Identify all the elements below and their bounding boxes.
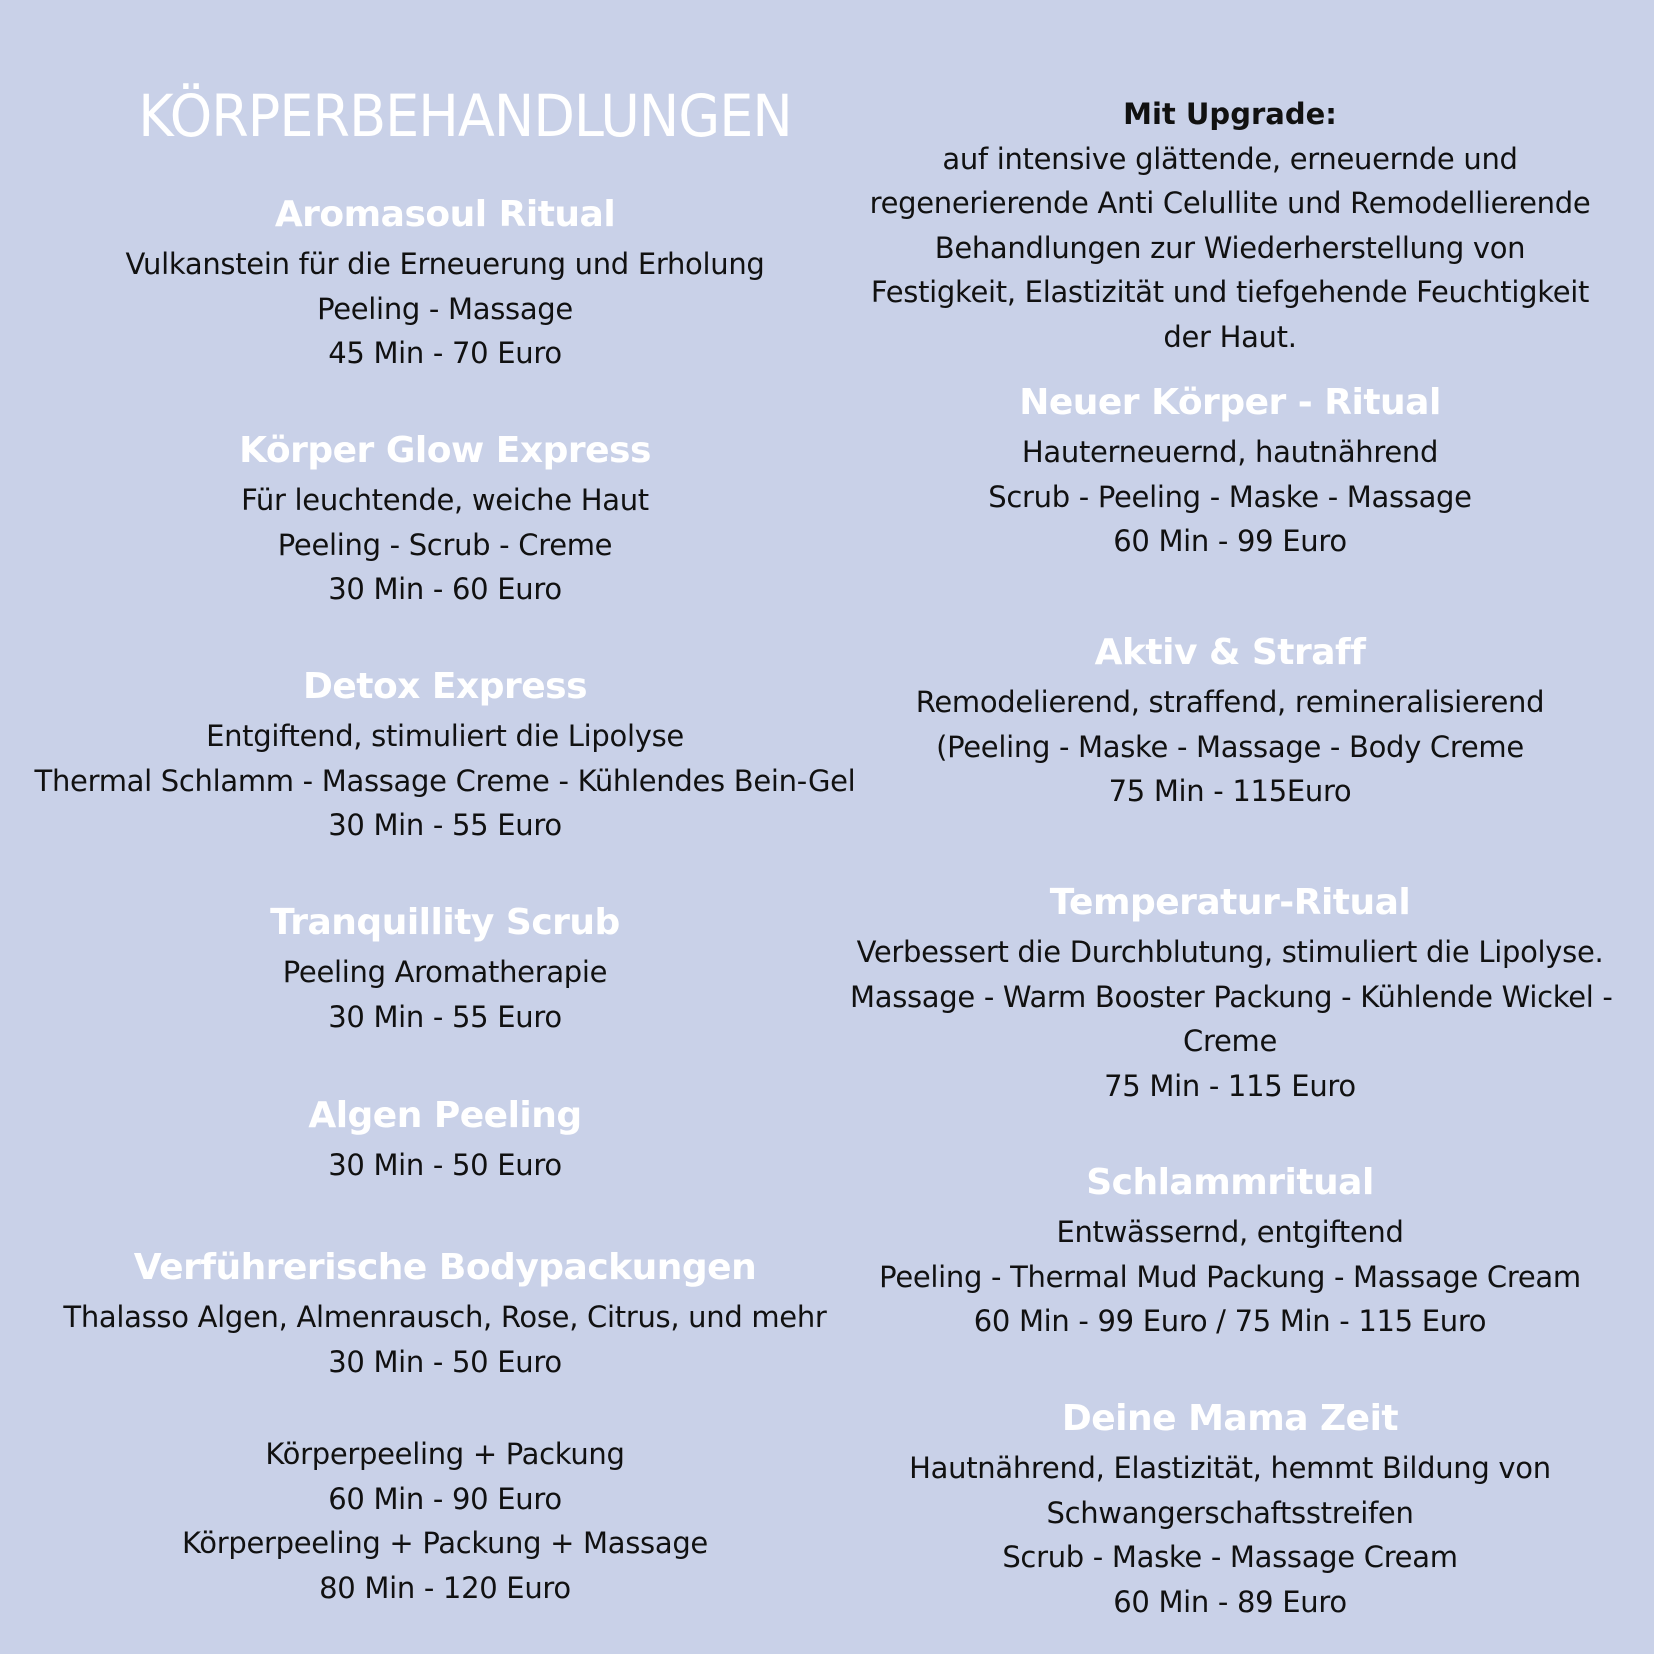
- treatment-schlammritual: [850, 1160, 1610, 1344]
- treatment-price: 45 Min - 70 Euro: [328, 336, 562, 370]
- treatment-price: 30 Min - 55 Euro: [328, 808, 562, 842]
- treatment-title: Verführerische Bodypackungen: [133, 1247, 757, 1288]
- treatment-title: Detox Express: [302, 666, 588, 707]
- treatment-price: 75 Min - 115 Euro: [1104, 1068, 1356, 1103]
- combo-name: Körperpeeling + Packung + Massage: [182, 1526, 708, 1560]
- treatment-title: Aktiv & Straff: [1094, 632, 1366, 673]
- treatment-steps: Peeling - Scrub - Creme: [277, 527, 613, 562]
- treatment-algen-peeling: [30, 1093, 860, 1188]
- treatment-steps: Creme: [1183, 1024, 1277, 1058]
- treatment-description: Vulkanstein für die Erneuerung und Erholung: [125, 247, 765, 281]
- combo-name: Körperpeeling + Packung: [265, 1437, 625, 1471]
- treatment-price: 30 Min - 50 Euro: [328, 1148, 562, 1182]
- treatment-aromasoul: [30, 192, 860, 376]
- treatment-steps: Scrub - Peeling - Maske - Massage: [988, 479, 1472, 514]
- combo-price: 80 Min - 120 Euro: [319, 1570, 571, 1605]
- treatment-title: Aromasoul Ritual: [274, 194, 616, 235]
- treatment-price: 60 Min - 99 Euro / 75 Min - 115 Euro: [973, 1304, 1487, 1338]
- upgrade-heading: Mit Upgrade:: [1123, 97, 1337, 131]
- treatment-tranquillity: [30, 900, 860, 1039]
- treatment-steps: Thermal Schlamm - Massage Creme - Kühlendes Bein-Gel: [34, 763, 856, 798]
- treatment-description: Peeling Aromatherapie: [282, 955, 608, 989]
- treatment-description: Thalasso Algen, Almenrausch, Rose, Citrus, und mehr: [63, 1300, 827, 1334]
- treatment-title: Schlammritual: [1086, 1162, 1374, 1203]
- upgrade-text-line: Festigkeit, Elastizität und tiefgehende Feuchtigkeit: [870, 275, 1590, 309]
- treatment-price: 60 Min - 99 Euro: [1113, 524, 1347, 558]
- treatment-description: Für leuchtende, weiche Haut: [241, 483, 649, 517]
- treatment-title: Temperatur-Ritual: [1049, 882, 1411, 923]
- treatment-description: Hautnährend, Elastizität, hemmt Bildung von: [909, 1451, 1551, 1485]
- treatment-description: Entgiftend, stimuliert die Lipolyse: [206, 719, 684, 753]
- treatment-description: Remodelierend, straffend, remineralisierend: [915, 685, 1545, 719]
- treatment-description: Hauterneuernd, hautnährend: [1021, 435, 1439, 469]
- treatment-detox: [30, 664, 860, 848]
- treatment-title: Tranquillity Scrub: [270, 902, 620, 943]
- treatment-steps: Peeling - Massage: [317, 291, 573, 326]
- treatment-price: 30 Min - 55 Euro: [328, 999, 562, 1034]
- treatment-title: Körper Glow Express: [239, 430, 651, 471]
- page-title: KÖRPERBEHANDLUNGEN: [138, 82, 792, 150]
- treatment-title: Deine Mama Zeit: [1061, 1398, 1399, 1439]
- treatment-neuer-koerper: [850, 380, 1610, 564]
- treatment-steps: Massage - Warm Booster Packung - Kühlende Wickel -: [850, 979, 1613, 1014]
- upgrade-text-line: regenerierende Anti Celullite und Remodellierende: [869, 186, 1591, 220]
- treatment-price: 75 Min - 115Euro: [1108, 774, 1352, 808]
- upgrade-note: [850, 92, 1610, 359]
- treatment-koerper-glow: [30, 428, 860, 612]
- upgrade-text-line: der Haut.: [1163, 319, 1297, 354]
- treatment-price: 30 Min - 50 Euro: [328, 1344, 562, 1379]
- treatment-combo-packages: [30, 1432, 860, 1610]
- upgrade-text-line: Behandlungen zur Wiederherstellung von: [934, 230, 1526, 265]
- treatment-price: 30 Min - 60 Euro: [328, 572, 562, 606]
- treatment-description: Entwässernd, entgiftend: [1056, 1215, 1404, 1249]
- treatment-temperatur-ritual: [850, 880, 1613, 1108]
- treatment-bodypackungen: [30, 1245, 860, 1384]
- treatment-title: Neuer Körper - Ritual: [1019, 382, 1441, 423]
- treatment-mama-zeit: [850, 1396, 1610, 1624]
- treatment-title: Algen Peeling: [308, 1095, 582, 1136]
- treatment-description: Verbessert die Durchblutung, stimuliert die Lipolyse.: [856, 935, 1604, 969]
- treatment-steps: Scrub - Maske - Massage Cream: [1002, 1540, 1458, 1574]
- upgrade-text-line: auf intensive glättende, erneuernde und: [942, 141, 1518, 176]
- treatment-aktiv-straff: [850, 630, 1610, 814]
- treatment-steps: (Peeling - Maske - Massage - Body Creme: [936, 729, 1524, 764]
- combo-price: 60 Min - 90 Euro: [328, 1481, 562, 1516]
- treatment-price: 60 Min - 89 Euro: [1113, 1584, 1347, 1619]
- treatment-description: Schwangerschaftsstreifen: [1046, 1495, 1414, 1530]
- treatment-steps: Peeling - Thermal Mud Packung - Massage Cream: [879, 1259, 1581, 1294]
